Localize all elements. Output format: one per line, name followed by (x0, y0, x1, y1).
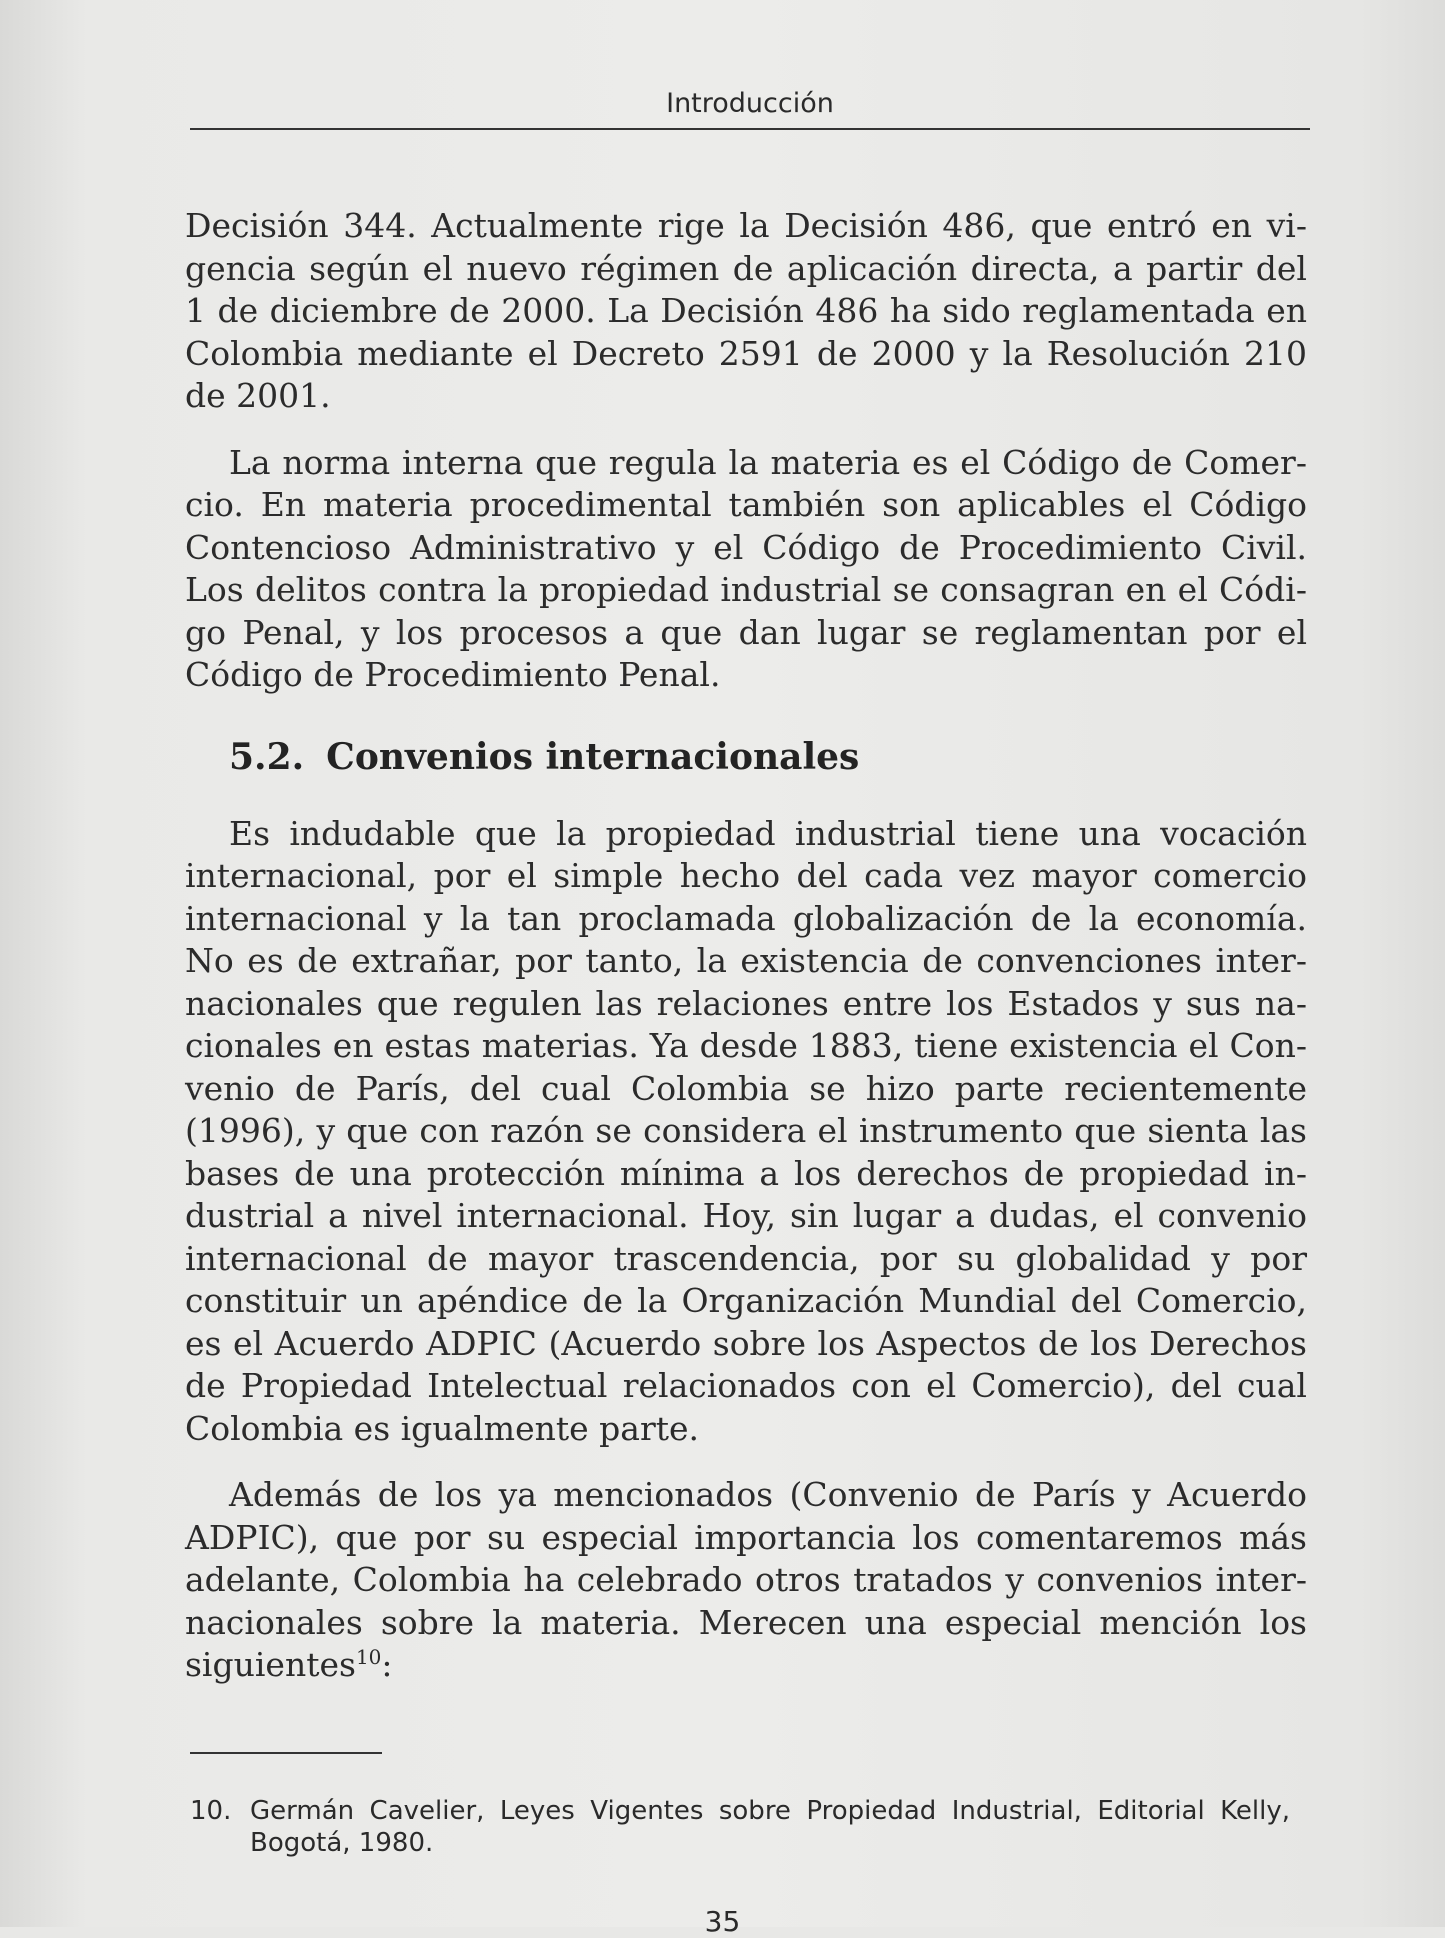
section-heading (229, 735, 1307, 779)
footnote (190, 1795, 1290, 1859)
section-number: 5.2. (229, 735, 305, 778)
paragraph-end: : (381, 1645, 393, 1684)
paragraph (185, 1474, 1307, 1687)
running-header: Introducción (666, 88, 834, 119)
body-text (185, 205, 1307, 1687)
footnote-number: 10. (190, 1796, 232, 1826)
section-title: Convenios internacionales (326, 735, 860, 778)
paragraph: La norma interna que regula la materia es el Código de Comercio. En materia procedimental también son aplicables el Código Contencioso Administrativo y el Código de Procedimiento Civil. Los delitos contra la propiedad industrial se consagran en el Código Penal, y los procesos a que dan lugar se reglamentan por el Código de Procedimiento Penal. (185, 442, 1307, 694)
paragraph: Decisión 344. Actualmente rige la Decisión 486, que entró en vigencia según el nuevo régimen de aplicación directa, a partir del 1 de diciembre de 2000. La Decisión 486 ha sido reglamentada en Colombia mediante el Decreto 2591 de 2000 y la Resolución 210 de 2001. (185, 206, 1307, 415)
header-rule (190, 128, 1310, 130)
footnote-reference: 10 (355, 1645, 382, 1669)
footnote-text: Germán Cavelier, Leyes Vigentes sobre Propiedad Industrial, Editorial Kelly, Bogotá, 1980. (250, 1796, 1290, 1858)
footnote-rule (190, 1752, 382, 1754)
page-number: 35 (704, 1905, 741, 1938)
paragraph-text: Además de los ya mencionados (Convenio de París y Acuerdo ADPIC), que por su especial importancia los comentaremos más adelante, Colombia ha celebrado otros tratados y convenios internacionales sobre la materia. Merecen una especial mención los siguientes (185, 1475, 1307, 1684)
paragraph: Es indudable que la propiedad industrial tiene una vocación internacional, por el simple hecho del cada vez mayor comercio internacional y la tan proclamada globalización de la economía. No es de extrañar, por tanto, la existencia de convenciones internacionales que regulen las relaciones entre los Estados y sus nacionales en estas materias. Ya desde 1883, tiene existencia el Convenio de París, del cual Colombia se hizo parte recientemente (1996), y que con razón se considera el instrumento que sienta las bases de una protección mínima a los derechos de propiedad industrial a nivel internacional. Hoy, sin lugar a dudas, el convenio internacional de mayor trascendencia, por su globalidad y por constituir un apéndice de la Organización Mundial del Comercio, es el Acuerdo ADPIC (Acuerdo sobre los Aspectos de los Derechos de Propiedad Intelectual relacionados con el Comercio), del cual Colombia es igualmente parte. (185, 813, 1307, 1448)
